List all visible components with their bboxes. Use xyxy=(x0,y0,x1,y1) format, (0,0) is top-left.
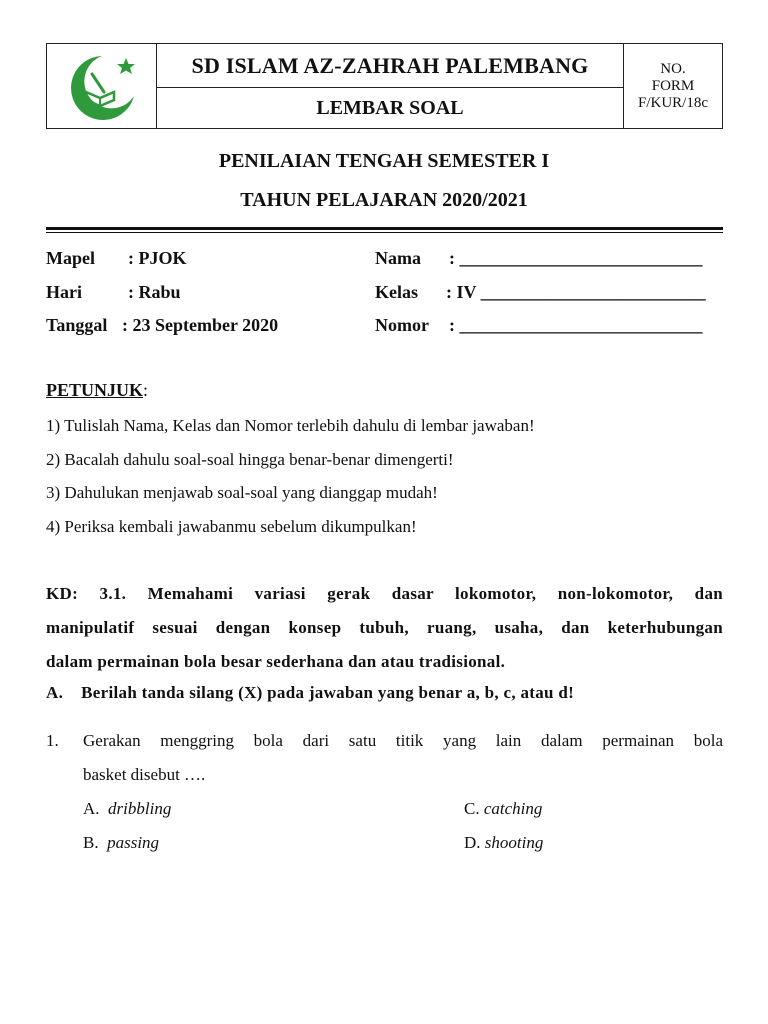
option-text: shooting xyxy=(484,833,544,852)
option-letter: A. xyxy=(83,799,100,818)
form-line-2: FORM xyxy=(651,77,695,94)
form-line-3: F/KUR/18c xyxy=(637,94,708,111)
nama-label: Nama xyxy=(375,248,421,268)
instruction-item: 3) Dahulukan menjawab soal-soal yang dianggap mudah! xyxy=(46,483,438,502)
section-a-text: Berilah tanda silang (X) pada jawaban yang benar a, b, c, atau d! xyxy=(81,683,575,702)
section-a-instruction xyxy=(46,683,574,703)
kd-line-2: manipulatif sesuai dengan konsep tubuh, ruang, usaha, dan keterhubungan xyxy=(46,618,723,637)
hari-label: Hari xyxy=(46,282,82,302)
option-b[interactable] xyxy=(83,833,159,853)
option-text: dribbling xyxy=(108,799,172,818)
option-letter: B. xyxy=(83,833,99,852)
tanggal-label: Tanggal xyxy=(46,315,108,335)
instructions-heading-text: PETUNJUK xyxy=(46,380,144,400)
kd-line-3: dalam permainan bola besar sederhana dan atau tradisional. xyxy=(46,652,506,671)
mapel-value: : PJOK xyxy=(128,248,187,268)
form-line-1: NO. xyxy=(660,60,686,77)
kelas-field[interactable]: : IV _________________________ xyxy=(446,282,706,302)
option-d[interactable] xyxy=(464,833,543,853)
instruction-item: 2) Bacalah dahulu soal-soal hingga benar-benar dimengerti! xyxy=(46,450,454,469)
nama-field[interactable]: : ___________________________ xyxy=(449,248,703,268)
doc-type: LEMBAR SOAL xyxy=(316,96,464,119)
option-c[interactable] xyxy=(464,799,542,819)
question-text-line-2: basket disebut …. xyxy=(83,765,206,784)
mapel-label: Mapel xyxy=(46,248,95,268)
option-letter: D. xyxy=(464,833,481,852)
nomor-label: Nomor xyxy=(375,315,429,335)
divider-thin xyxy=(46,232,723,233)
divider-thick xyxy=(46,227,723,230)
kd-line-1: KD: 3.1. Memahami variasi gerak dasar lokomotor, non-lokomotor, dan xyxy=(46,584,723,603)
school-name: SD ISLAM AZ-ZAHRAH PALEMBANG xyxy=(157,44,623,88)
header-middle xyxy=(157,44,624,128)
academic-year: TAHUN PELAJARAN 2020/2021 xyxy=(240,189,528,211)
instruction-item: 1) Tulislah Nama, Kelas dan Nomor terlebih dahulu di lembar jawaban! xyxy=(46,416,535,435)
option-text: passing xyxy=(107,833,160,852)
instruction-item: 4) Periksa kembali jawabanmu sebelum dikumpulkan! xyxy=(46,517,417,536)
school-logo-icon xyxy=(64,52,140,122)
kelas-label: Kelas xyxy=(375,282,418,302)
question-number: 1. xyxy=(46,731,59,750)
hari-value: : Rabu xyxy=(128,282,181,302)
tanggal-value: : 23 September 2020 xyxy=(122,315,279,335)
instructions-heading-colon: : xyxy=(143,380,149,400)
instructions-heading xyxy=(46,380,148,401)
exam-title: PENILAIAN TENGAH SEMESTER I xyxy=(218,150,550,172)
header-table xyxy=(46,43,723,129)
question-text-line-1: Gerakan menggring bola dari satu titik yang lain dalam permainan bola xyxy=(83,731,723,750)
option-text: catching xyxy=(483,799,543,818)
option-a[interactable] xyxy=(83,799,171,819)
option-letter: C. xyxy=(464,799,480,818)
form-number-cell xyxy=(624,44,722,128)
section-a-label: A. xyxy=(46,683,64,702)
logo-cell xyxy=(47,44,157,128)
nomor-field[interactable]: : ___________________________ xyxy=(449,315,703,335)
